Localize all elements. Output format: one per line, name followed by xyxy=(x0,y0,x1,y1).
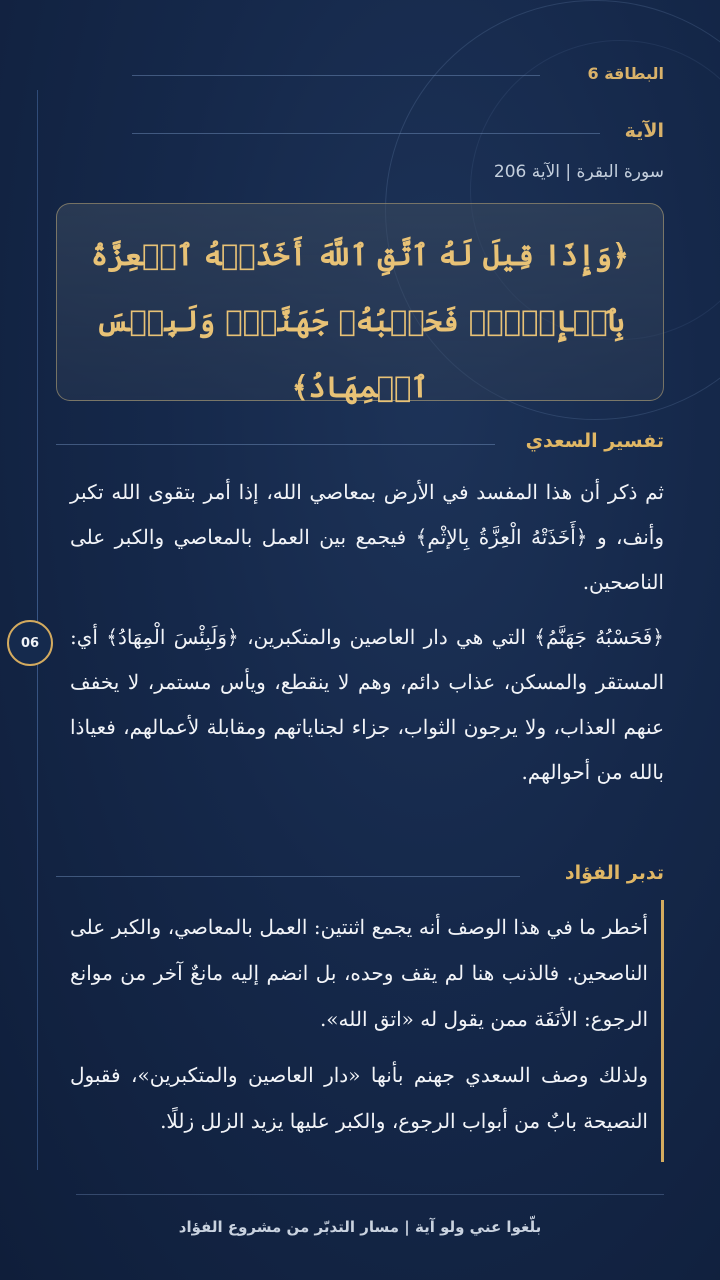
tadabbur-body xyxy=(70,904,648,1154)
tafsir-paragraph: ثم ذكر أن هذا المفسد في الأرض بمعاصي الله، إذا أمر بتقوى الله تكبر وأنف، و ﴿أَخَذَتْهُ الْعِزَّةُ بِالإثْمِ﴾ فيجمع بين العمل بالمعاصي والكبر على الناصحين. xyxy=(70,480,664,594)
footer-text: بلّغوا عني ولو آية | مسار التدبّر من مشروع الفؤاد xyxy=(178,1218,542,1236)
quote-bar xyxy=(661,900,664,1162)
aya-section-title: الآية xyxy=(624,120,664,142)
tafsir-section-title: تفسير السعدي xyxy=(525,430,664,452)
card-label: البطاقة 6 xyxy=(587,64,664,83)
tafsir-paragraph: ﴿فَحَسْبُهُ جَهَنَّمُ﴾ التي هي دار العاصين والمتكبرين، ﴿وَلَبِئْسَ الْمِهَادُ﴾ أي: المستقر والمسكن، عذاب دائم، وهم لا ينقطع، ويأس مستمر، لا يخفف عنهم العذاب، ولا يرجون الثواب، جزاء لجناياتهم ومقابلة لأعمالهم، فعياذا بالله من أحوالهم. xyxy=(70,625,664,784)
verse-text: ﴿وَإِذَا قِيلَ لَهُ ٱتَّقِ ٱللَّهَ أَخَذَتۡهُ ٱلۡعِزَّةُ بِٱلۡإِثۡمِۚ فَحَسۡبُهُۥ جَهَنَّمُۖ وَلَبِئۡسَ ٱلۡمِهَادُ﴾ xyxy=(90,238,629,404)
footer-divider xyxy=(76,1194,664,1195)
page-number-badge: 06 xyxy=(7,620,53,666)
divider xyxy=(132,75,540,76)
divider xyxy=(56,876,520,877)
tadabbur-paragraph: أخطر ما في هذا الوصف أنه يجمع اثنتين: العمل بالمعاصي، والكبر على الناصحين. فالذنب هنا لم يقف وحده، بل انضم إليه مانعٌ آخر من موانع الرجوع: الأنَفَة ممن يقول له «اتق الله». xyxy=(70,915,648,1031)
aya-reference: سورة البقرة | الآية 206 xyxy=(493,162,664,182)
divider xyxy=(132,133,600,134)
tafsir-body xyxy=(70,470,664,805)
verse-box xyxy=(56,203,664,404)
tadabbur-section-title: تدبر الفؤاد xyxy=(564,862,664,884)
divider xyxy=(56,444,495,445)
tadabbur-paragraph: ولذلك وصف السعدي جهنم بأنها «دار العاصين والمتكبرين»، فقبول النصيحة بابٌ من أبواب الرجوع، والكبر عليها يزيد الزلل زللًا. xyxy=(70,1063,648,1133)
